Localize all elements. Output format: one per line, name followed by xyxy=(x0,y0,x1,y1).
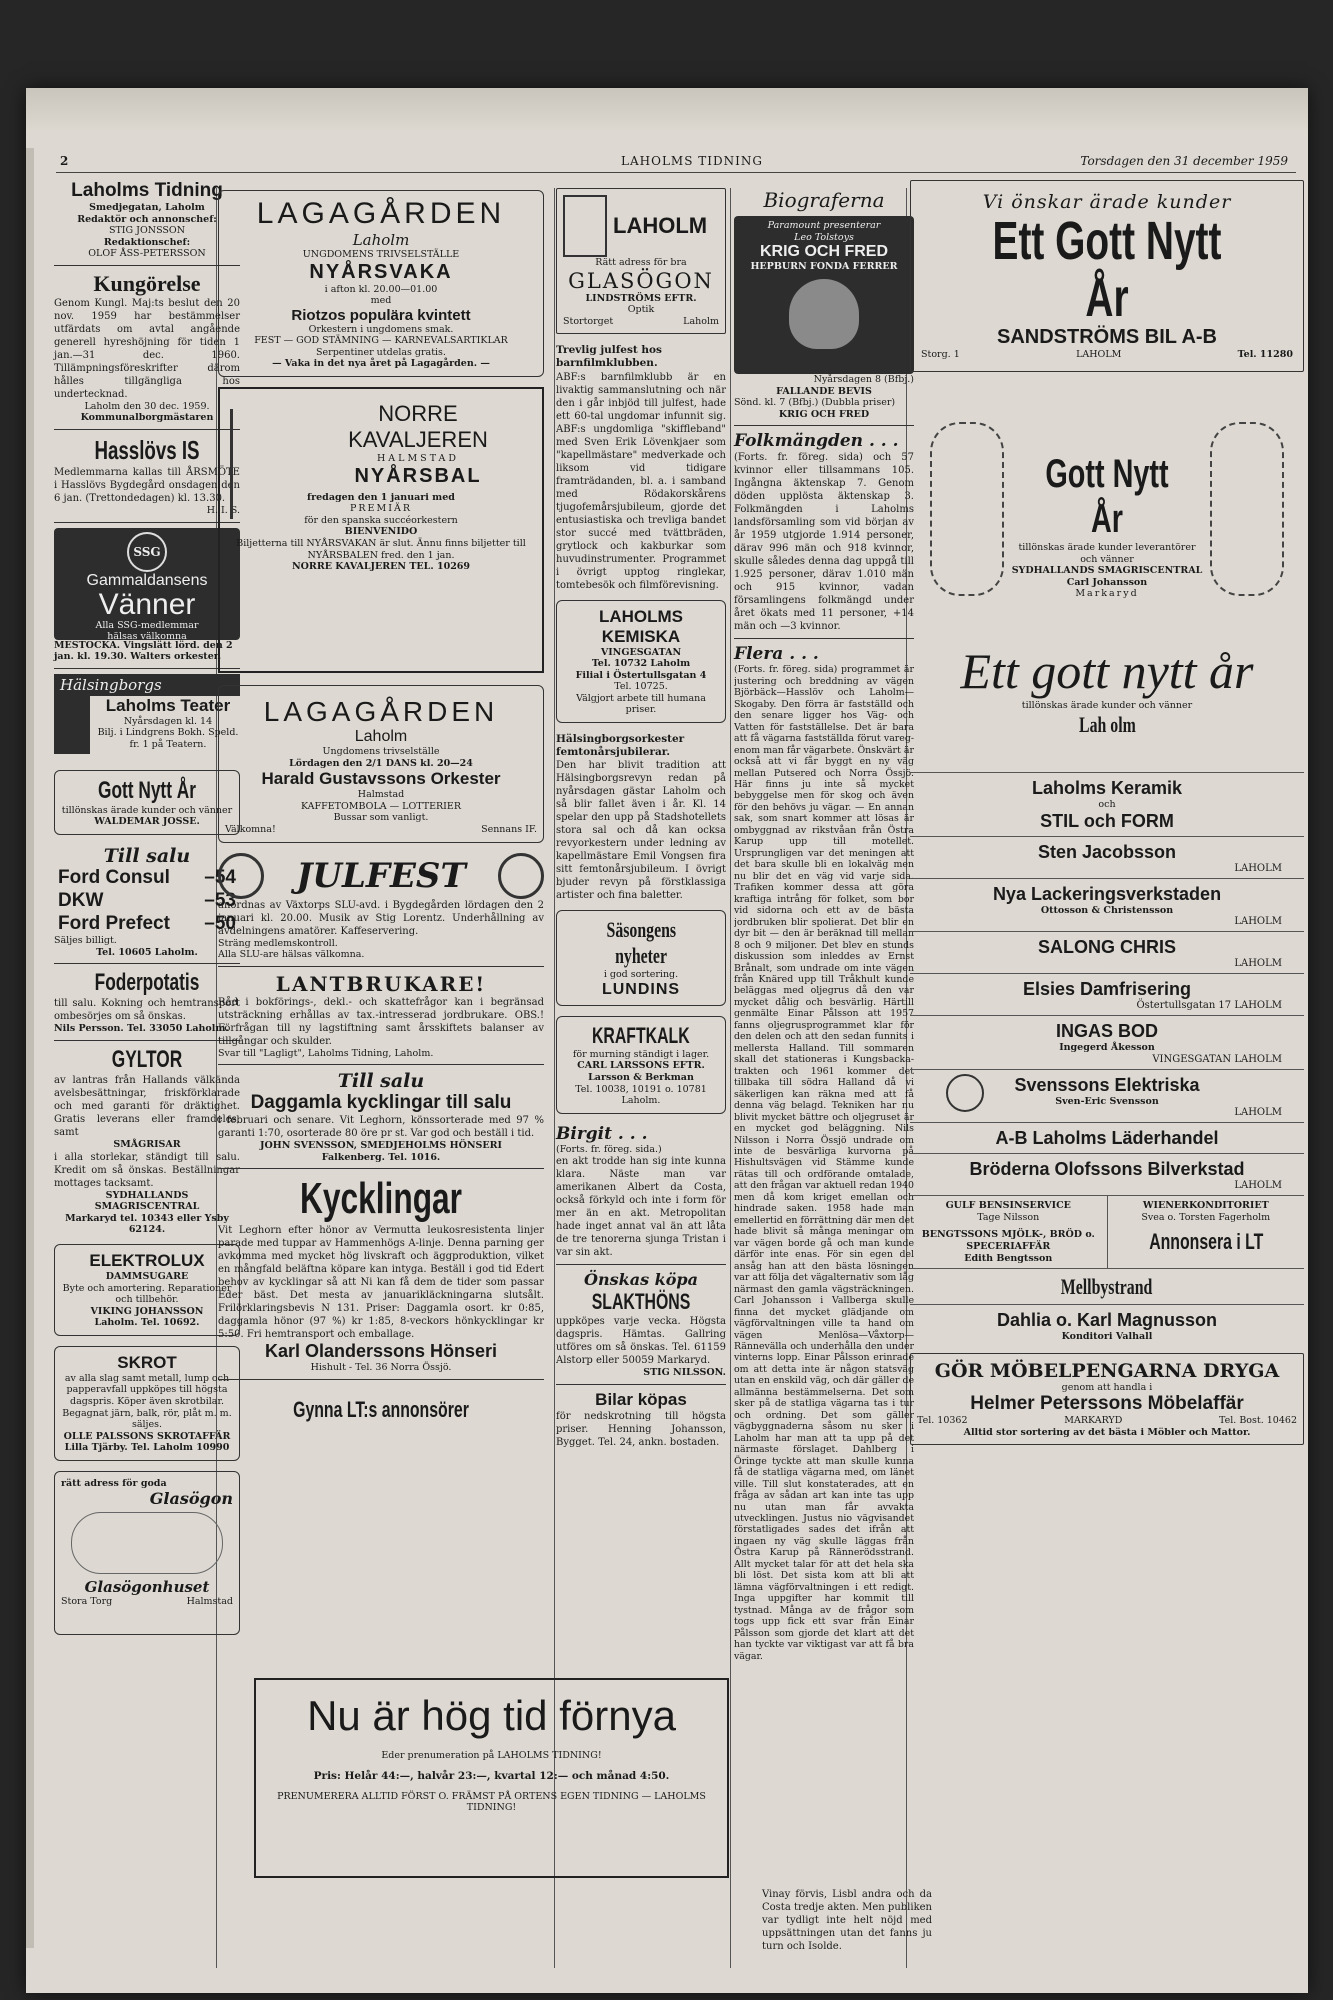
firm-sub: Sven-Eric Svensson xyxy=(1055,1095,1159,1107)
teater-ad xyxy=(54,674,240,770)
lagagarden2-extras: KAFFETOMBOLA — LOTTERIER xyxy=(300,800,462,812)
slakthons-pre: Önskas köpa xyxy=(584,1270,698,1290)
foder-title: Foderpotatis xyxy=(94,969,200,997)
josse-title: Gott Nytt År xyxy=(98,776,196,804)
norre-text: för den spanska succéorkestern xyxy=(304,514,458,526)
firm-sub: Ingegerd Åkesson xyxy=(1059,1042,1155,1054)
cavalier-icon xyxy=(230,409,293,519)
kungorelse-notice xyxy=(54,271,240,424)
foder-sign: Nils Persson. Tel. 33050 Laholm. xyxy=(54,1023,229,1035)
josse-text: tillönskas ärade kunder och vänner xyxy=(61,804,233,816)
ett-gott-text: tillönskas ärade kunder och vänner xyxy=(1021,699,1193,711)
car-row xyxy=(54,890,240,913)
jester-icon xyxy=(54,696,90,754)
poster-stars: HEPBURN FONDA FERRER xyxy=(750,261,898,273)
firm-name: Nya Lackeringsverkstaden xyxy=(992,883,1222,904)
firm-location: Östertullsgatan 17 LAHOLM xyxy=(1136,1000,1282,1012)
firm-listing xyxy=(910,1304,1304,1347)
biograferna-ad xyxy=(734,188,914,420)
lagagarden-dans-ad xyxy=(218,685,544,842)
ett-gott-title: Ett gott nytt år xyxy=(960,642,1254,699)
firm-location: LAHOLM xyxy=(1234,916,1282,928)
kemiska-street: VINGESGATAN xyxy=(600,646,682,658)
actress-portrait-icon xyxy=(789,279,859,349)
ssg-note2: hälsas välkomna xyxy=(107,631,187,643)
till-salu2-title: Till salu xyxy=(337,1070,425,1093)
skrot-title: SKROT xyxy=(117,1352,177,1372)
sandstroms-ad xyxy=(910,180,1304,372)
column-2 xyxy=(218,190,544,1435)
kraftkalk-company: CARL LARSSONS EFTR. xyxy=(577,1060,705,1072)
notice-date: Laholm den 30 dec. 1959. xyxy=(84,400,210,412)
skrot-phone: Lilla Tjärby. Tel. Laholm 10990 xyxy=(64,1442,230,1454)
kycklingar-salu-ad xyxy=(218,1070,544,1163)
masthead xyxy=(54,180,240,260)
lagagarden2-band: Harald Gustavssons Orkester xyxy=(261,769,501,789)
slakthons-text: uppköpes varje vecka. Högsta dagspris. Hämtas. Gallring utföres om så önskas. Tel. 61159 Alstorp eller 50059 Markaryd. xyxy=(556,1316,726,1367)
kycklingar-ad xyxy=(218,1174,544,1374)
kemiska-ad xyxy=(556,600,726,723)
dahlia-sub: Konditori Valhall xyxy=(1061,1331,1153,1343)
sandstroms-city: LAHOLM xyxy=(1076,349,1122,361)
bio-title: Biograferna xyxy=(763,188,885,212)
abf-article xyxy=(556,344,726,591)
foderpotatis-ad xyxy=(54,969,240,1035)
teater-info: Bilj. i Lindgrens Bokh. Speld. fr. 1 på Teatern. xyxy=(97,727,239,750)
birgit-text: en akt trodde han sig inte kunna klara. Näste man var amerikanen Albert da Costa, också förkyld och inte i form för mer än en akt. Metropolitan hade inget annat val än att låta de tre tenorerna sjunga Tristan i var sin akt. xyxy=(556,1156,726,1259)
hasslovs-sign: H. I. S. xyxy=(206,505,240,517)
mobel-right: Tel. Bost. 10462 xyxy=(1219,1415,1297,1427)
glasogon-ad xyxy=(54,1471,240,1635)
julfest-text: anordnas av Växtorps SLU-avd. i Bygdegården lördagen den 2 januari kl. 20.00. Musik av Stig Lorentz. Underhållning av avdelningens amatörer. Kaffeservering. xyxy=(218,899,544,937)
kraftkalk-text: för murning ständigt i lager. xyxy=(572,1048,710,1060)
car-name: Ford Prefect xyxy=(58,912,170,934)
paper-name: LAHOLMS TIDNING xyxy=(621,154,763,168)
kemiska-title2: KEMISKA xyxy=(601,626,681,646)
smagrisar-title: SMÅGRISAR xyxy=(113,1139,181,1151)
elektrolux-title: ELEKTROLUX xyxy=(89,1250,205,1270)
norre-date: fredagen den 1 januari med xyxy=(307,491,455,503)
julfest-welcome: Alla SLU-are hälsas välkomna. xyxy=(218,949,365,961)
bio-sun: Sönd. kl. 7 (Bfbj.) (Dubbla priser) xyxy=(734,397,896,409)
optik-street: Stortorget xyxy=(563,315,614,327)
gott2-text: tillönskas ärade kunder leverantörer och vänner xyxy=(1018,541,1196,565)
lagagarden2-sub: Ungdomens trivselställe xyxy=(322,746,440,758)
firm-name: INGAS BOD xyxy=(1055,1021,1158,1042)
ssg-name2: Vänner xyxy=(98,587,196,621)
car-row xyxy=(54,913,240,936)
kraftkalk-tel: Tel. 10038, 10191 o. 10781 Laholm. xyxy=(575,1083,707,1107)
mobelaffar-ad xyxy=(910,1353,1304,1446)
lantbrukare-text: Råd i bokförings-, dekl.- och skattefrågor kan i begränsad utsträckning erhållas av tax.-intresserad jordbrukare. OBS.! Förfrågan till ny lagstiftning samt årsskiftets balanser av tillgångar och skulder. xyxy=(218,996,544,1047)
ssg-note1: Alla SSG-medlemmar xyxy=(95,619,199,631)
flera-text: (Forts. fr. föreg. sida) programmet är justering och breddning av vägen Björbäck—Hasslöv och Laholm—Skogaby. Den förra är fastställd och den senare ligger hos Väg- och Vatten för fastställelse. Det är bara att få vägarna fastställda förut varegenom man får vägarbete. Önskvärt är också att vi får byggt en ny väg mellan Putsered och Norra Össjö. Här finns ju inte så mycket bebyggelse men för skog och även för den behövs ju vägar. — En annan sak, som snart kommer att lösas är ombyggnad av rikstvåan från Östra Karup upp till motellet. Ursprungligen var det meningen att det bara skulle bli en lokalväg men nu blir det en väg vid varje sida. Trafiken kommer dessa att göra kraftiga intrång för folket, som bor vid sidorna och ett av de bästa jordbruken blir spolierat. Det blir en dyr bit — den är beräknad till mellan 8 och 9 miljoner. Det blev en stunds diskussion som inleddes av Ernst Brånalt, som undrade om inte vägen från Knäred upp till Tråkhult kunde beläggas med oljegrus då den var mycket dålig och besvärlig. Härtill genmälte Einar Pålsson att 1957 fanns oljegrusprogrammet klar för den delen och att den sedan funnits i mellersta Halland. Till sommaren skall det stationeras i Kungsbackatrakten och 1961 kommer det tillbaka till södra Halland då vi säkerligen kan räkna med att få denna väg belagd. Tekniken har nu blivit mycket bättre och oljegruset är en mycket god beläggning. Nils Nilsson i Norra Össjö undrade om inte de besvärliga kurvorna på Hishultsvägen vid Stämme kunde rätas till och ordförande omtalade, att den frågan var aktuell redan 1940 men då kom kriget emellan och hindrade saken. 1958 hade man emellertid en förrättning där men det hade blivit så många meningar om var vägen borde gå och man kunde därför inte enas. För sin egen del ansåg han att den bästa lösningen var att följa det vägalternativ som låg närmast den gamla vägsträckningen. Carl Johansson i Vallberga skulle finna det mycket glädjande om vägförvaltningen ville ta hand om vägen Menlösa—Våxtorp—Rännevälla och underhålla den under vinterns lopp. Einar Pålsson erinrade om att detta inte är någon statsväg utan en enskild väg, och där gäller de allmänna bestämmelserna. Det som sker på de statliga vägarna tas i tur och ordning. Det som gäller vägbyggnaderna såsom nu sker i Laholm har man att ta upp på det närmaste förslaget. Dahlberg i Öringe tyckte att man skulle kunna få de statliga vägarna med, om länet ville. Till slut konstaterades, att en fråga av sådan art kan inte tas upp nu utan man får avvakta utvecklingen. Justus nio vägvisandet förstatligades sades det ifrån att ingaen ny väg skulle läggas från Östra Karup på Rännerödsstrand. Allt mycket talar för att det hela ska bli löst. Det sista kom att bli att lämna vägförvaltningen i ett redigt. Inga uppgifter har kommit till tystnad. Många av de frågor som togs upp fick ett svar från Einar Pålsson som gjorde det klart att det han tyckte var viktigast var att få bra vägar. xyxy=(734,664,914,1662)
kemiska-tel2: Tel. 10725. xyxy=(614,681,668,693)
teater-date: Nyårsdagen kl. 14 xyxy=(123,715,213,727)
lindstroms-optik-ad xyxy=(556,188,726,334)
prenumeration-ad xyxy=(254,1678,729,1878)
column-5 xyxy=(910,180,1304,1455)
page-fold xyxy=(26,88,1308,130)
lagagarden-band: Riotzos populära kvintett xyxy=(291,306,471,324)
gyltor-company: SYDHALLANDS SMAGRISCENTRAL xyxy=(94,1189,200,1213)
sandstroms-tel: Tel. 11280 xyxy=(1237,349,1293,361)
lagagarden-band-sub: Orkestern i ungdomens smak. xyxy=(308,323,454,335)
norre-tickets: Biljetterna till NYÅRSVAKAN är slut. Ännu finns biljetter till NYÅRSBALEN fred. den 1 jan. xyxy=(236,537,526,561)
folkmangden-title: Folkmängden . . . xyxy=(734,431,899,452)
hasslovs-notice xyxy=(54,435,240,517)
firm-listing xyxy=(910,772,1304,836)
lantbrukare-sign: Svar till "Lagligt", Laholms Tidning, Laholm. xyxy=(218,1047,434,1059)
till-salu-title: Till salu xyxy=(103,844,191,867)
car-year: –54 xyxy=(204,866,236,888)
kycklingar-title: Kycklingar xyxy=(300,1174,462,1224)
gyltor-ad xyxy=(54,1046,240,1236)
bilar-text: för nedskrotning till högsta priser. Henning Johansson, Bygget. Tel. 24, ankn. bostaden. xyxy=(556,1410,726,1448)
optik-sub: Optik xyxy=(627,304,655,316)
glasogon-top: rätt adress för goda xyxy=(61,1477,167,1489)
hasslovs-text: Medlemmarna kallas till ÅRSMÖTE i Hasslövs Bygdegård onsdagen den 6 jan. (Trettondedagen) kl. 13.30. xyxy=(54,467,240,505)
lagagarden2-sign: Sennans IF. xyxy=(481,823,537,835)
laholm-title: LAHOLM xyxy=(613,213,708,238)
lagagarden-slogan: — Vaka in det nya året på Lagagården. — xyxy=(272,358,490,370)
lagagarden-med: med xyxy=(370,295,392,307)
car-year: –53 xyxy=(204,889,236,911)
flera-article xyxy=(734,644,914,1692)
car-note: Säljes billigt. xyxy=(54,935,117,947)
smagrisar-text: i alla storlekar, ständigt till salu. Kredit om så önskas. Beställningar mottages tacksamt. xyxy=(54,1151,240,1189)
glasogon-city: Halmstad xyxy=(186,1596,233,1608)
mobel-sub: genom att handla i xyxy=(1061,1381,1153,1393)
lagagarden-sub: UNGDOMENS TRIVSELSTÄLLE xyxy=(302,249,460,260)
sandstroms-left: Storg. 1 xyxy=(921,349,960,361)
optik-tagline: Rätt adress för bra xyxy=(595,257,687,268)
gulf-name: Tage Nilsson xyxy=(977,1211,1040,1223)
lagagarden-time: i afton kl. 20.00—01.00 xyxy=(324,283,438,295)
car-name: Ford Consul xyxy=(58,866,170,888)
pig-illustration-icon xyxy=(930,422,1004,596)
norre-band: BIENVENIDO xyxy=(344,526,418,538)
norre-city: HALMSTAD xyxy=(377,453,459,465)
teater-title: Laholms Teater xyxy=(105,695,231,715)
page-edge xyxy=(26,148,34,1948)
norre-kavaljeren-ad xyxy=(218,387,544,673)
bio-date: Nyårsdagen 8 (Bfbj.) xyxy=(813,374,914,385)
gott2-title: Gott Nytt År xyxy=(1045,451,1169,541)
kemiska-text: Välgjort arbete till humana priser. xyxy=(576,692,706,716)
mobel-center: MARKARYD xyxy=(1064,1415,1123,1427)
issue-date: Torsdagen den 31 december 1959 xyxy=(1080,154,1288,168)
firm-listing xyxy=(910,836,1304,878)
optik-city: Laholm xyxy=(683,315,719,327)
abf-text: ABF:s barnfilmklubb är en livaktig sammanslutning och när den i går inbjöd till julfest, hade ett 60-tal ungdomar infunnit sig. ABF:s ungdomliga "skiffleband" med Sven Erik Lövenkjaer som "kapellmästare" medverkade och liksom vid tidigare framträdanden, bl. a. i samband med Rödakorskårens tjugofemårsjubileum, gjorde det entusiastiska och trevliga bandet stor succé med tvättbräden, grytlock och kakburkar som huvudinstrumenter. Programmet i övrigt upptog ringlekar, tomtebesök och filmförevisning. xyxy=(556,371,726,591)
gott2-company: SYDHALLANDS SMAGRISCENTRAL xyxy=(1011,565,1203,577)
fornya-prices: Pris: Helår 44:—, halvår 23:—, kvartal 12:— och månad 4:50. xyxy=(313,1769,670,1782)
halsingborg-article xyxy=(556,733,726,902)
firm-location: VINGESGATAN LAHOLM xyxy=(1152,1053,1282,1065)
gott2-city: Markaryd xyxy=(1075,588,1139,600)
ett-gott-nytt-ar xyxy=(910,622,1304,772)
dahlia-name: Dahlia o. Karl Magnusson xyxy=(996,1310,1218,1331)
lagagarden-city: Laholm xyxy=(352,231,410,249)
mobel-left: Tel. 10362 xyxy=(917,1415,968,1427)
gott2-name: Carl Johansson xyxy=(1066,576,1148,588)
lagagarden-serp: Serpentiner utdelas gratis. xyxy=(316,346,446,358)
firm-sub: och xyxy=(1098,798,1116,810)
elektrolux-phone: Laholm. Tel. 10692. xyxy=(94,1317,200,1329)
josse-sign: WALDEMAR JOSSE. xyxy=(94,816,200,828)
poster-line2: Leo Tolstoys xyxy=(794,231,854,243)
till-salu2-sign: JOHN SVENSSON, SMEDJEHOLMS HÖNSERI xyxy=(260,1140,502,1152)
norre-contact: NORRE KAVALJEREN TEL. 10269 xyxy=(291,561,471,573)
firm-listing xyxy=(910,973,1304,1015)
gyltor-contact: Markaryd tel. 10343 eller Ysby 62124. xyxy=(65,1212,229,1236)
lagagarden2-city: Laholm xyxy=(354,728,408,746)
notice-title: Kungörelse xyxy=(93,270,201,296)
slakthons-sign: STIG NILSSON. xyxy=(643,1367,726,1379)
film-poster xyxy=(734,216,914,374)
page-header xyxy=(56,152,1296,173)
bengtssons-name: Edith Bengtsson xyxy=(964,1252,1053,1264)
folkmangden-text: (Forts. fr. föreg. sida) och 57 kvinnor eller tillsammans 105. Ingångna äktenskap 7. Genom döden upplösta äktenskap 3. Folkmängden i Laholms landsförsamling som vid början av år 1959 utgjorde 1.914 personer, därav 996 män och 918 kvinnor, skulle således denna dag uppgå till 1.925 personer, därav 1.010 män och 915 kvinnor, vadan församlingens folkmängd under året ökats med 11 personer, +14 män och —3 kvinnor. xyxy=(734,452,914,633)
optik-brand: GLASÖGON xyxy=(568,268,714,293)
fornya-title: Nu är hög tid förnya xyxy=(307,1692,676,1739)
lundins-sub: i god sortering. xyxy=(603,969,679,981)
ssg-caption: MESTOCKA. Vingslätt lörd. den 2 jan. kl. 19.30. Walters orkester. xyxy=(54,639,233,663)
lagagarden2-date: Lördagen den 2/1 DANS kl. 20—24 xyxy=(289,757,473,769)
car-phone: Tel. 10605 Laholm. xyxy=(96,946,198,958)
annonsera-slogan: Annonsera i LT xyxy=(1148,1229,1263,1255)
firm-location: LAHOLM xyxy=(1234,1107,1282,1119)
firm-sub: Ottosson & Christensson xyxy=(1040,904,1174,916)
fornya-line1: Eder prenumeration på LAHOLMS TIDNING! xyxy=(381,1750,602,1761)
hasslovs-title: Hasslövs IS xyxy=(94,435,200,466)
newspaper-page xyxy=(26,88,1308,1993)
lundins-ad xyxy=(556,910,726,1006)
lagagarden2-title: LAGAGÅRDEN xyxy=(263,696,499,728)
masthead-address: Smedjegatan, Laholm xyxy=(89,202,205,213)
bilar-title: Bilar köpas xyxy=(595,1389,687,1409)
elektrolux-company: VIKING JOHANSSON xyxy=(90,1305,204,1317)
notice-sign: Kommunalborgmästaren xyxy=(80,412,214,424)
firm-name: SALONG CHRIS xyxy=(1037,937,1176,958)
gulf-title: GULF BENSINSERVICE xyxy=(945,1200,1071,1212)
birgit-tail: Vinay förvis, Lisbl andra och da Costa tredje akten. Men publiken var tydligt inte helt nöjd med uppsättningen utan det fanns ju turn och Isolde. xyxy=(762,1889,932,1952)
sandstroms-greeting: Vi önskar ärade kunder xyxy=(982,191,1232,213)
slakthons-ad xyxy=(556,1270,726,1379)
slakthons-title: SLAKTHÖNS xyxy=(591,1289,691,1315)
kraftkalk-sub: Larsson & Berkman xyxy=(588,1072,694,1084)
wiener-title: WIENERKONDITORIET xyxy=(1142,1200,1269,1212)
column-rule xyxy=(730,188,731,1968)
firm-name: Sten Jacobsson xyxy=(1037,841,1177,862)
kraftkalk-title: KRAFTKALK xyxy=(592,1022,690,1048)
chief-label: Redaktionschef: xyxy=(103,236,191,248)
birgit-article xyxy=(556,1124,726,1260)
till-salu-cars xyxy=(54,845,240,959)
lagagarden2-band-city: Halmstad xyxy=(357,789,405,801)
slu-emblem-icon xyxy=(218,853,264,899)
firm-name: A-B Laholms Läderhandel xyxy=(995,1128,1219,1149)
firm-name: Laholms Keramik xyxy=(1031,777,1183,798)
skrot-company: OLLE PALSSONS SKROTAFFÄR xyxy=(63,1430,231,1442)
julfest-ad xyxy=(218,853,544,961)
kycklingar-company: Karl Olanderssons Hönseri xyxy=(264,1341,498,1362)
till-salu2-text: i februari och senare. Vit Leghorn, könssorterade med 97 % garanti 1:70, osorterade 80 öre pr st. Var god och beställ i tid. xyxy=(218,1115,544,1140)
notice-text: Genom Kungl. Maj:ts beslut den 20 nov. 1959 har bestämmelser utfärdats om avtal angående generell hyreshöjning för tiden 1 jan.—31 dec. 1960. Tillämpningsföreskrifter därom hålles tillgängliga hos undertecknad. xyxy=(54,297,240,400)
firm-listing xyxy=(910,878,1304,932)
car-year: –50 xyxy=(204,912,236,934)
column-1 xyxy=(54,180,240,1645)
elektrolux-sub: DAMMSUGARE xyxy=(105,1270,189,1282)
norre-title2: KAVALJEREN xyxy=(348,427,488,453)
abf-title: Trevlig julfest hos barnfilmklubben. xyxy=(556,344,662,370)
mobel-title: GÖR MÖBELPENGARNA DRYGA xyxy=(934,1359,1280,1382)
mellbystrand-title: Mellbystrand xyxy=(1061,1274,1153,1300)
birgit-title: Birgit . . . xyxy=(556,1123,648,1144)
lagagarden-title: LAGAGÅRDEN xyxy=(256,197,506,230)
bengtssons-title: BENGTSSONS MJÖLK-, BRÖD o. SPECERIAFFÄR xyxy=(921,1229,1095,1252)
sandstroms-company: SANDSTRÖMS BIL A-B xyxy=(997,326,1217,349)
masthead-title: Laholms Tidning xyxy=(71,180,223,201)
bilar-ad xyxy=(556,1390,726,1449)
gyltor-title: GYLTOR xyxy=(111,1046,183,1074)
elektrolux-text: Byte och amortering. Reparationer och tillbehör. xyxy=(62,1282,232,1306)
glasogon-bottom: Glasögonhuset xyxy=(84,1578,210,1597)
car-row xyxy=(54,867,240,890)
lagagarden2-welcome: Välkomna! xyxy=(225,823,276,835)
lagagarden2-bus: Bussar som vanligt. xyxy=(333,812,429,824)
sandstroms-title: Ett Gott Nytt År xyxy=(992,211,1222,328)
elektrolux-ad xyxy=(54,1244,240,1336)
firm-listing xyxy=(910,1069,1304,1123)
lantbrukare-title: LANTBRUKARE! xyxy=(275,971,487,996)
halsingborg-title: Hälsingborgsorkester femtonårsjubilerar. xyxy=(556,733,685,759)
smagriscentral-greeting xyxy=(910,382,1304,622)
firm-location: LAHOLM xyxy=(1234,958,1282,970)
ssg-logo-icon: SSG xyxy=(127,532,167,572)
glasogon-brand: Glasögon xyxy=(149,1489,233,1509)
lagagarden-event: NYÅRSVAKA xyxy=(309,260,453,283)
julfest-strong: Sträng medlemskontroll. xyxy=(218,937,338,949)
teater-brand: Hälsingborgs xyxy=(54,674,240,696)
bio-film: FALLANDE BEVIS xyxy=(776,385,872,397)
kemiska-tel: Tel. 10732 Laholm xyxy=(591,658,691,670)
se-logo-icon xyxy=(946,1074,984,1112)
editor-label: Redaktör och annonschef: xyxy=(77,213,217,225)
kycklingar-text: Vit Leghorn efter hönor av Vermutta leukosresistenta linjer parade med tuppar av Hammenhögs A-linje. Denna parning ger avkomma med mycket hög livskraft och äggproduktion, vilket en mångfald beläftna köpare kan intyga. Beställ i god tid Edert behov av kycklingar så att Ni kan få dem de tider som passar Eder bäst. Det mesta av januarikläckningarna slutsålt. Frilörklaringsbevis N 131. Priser: Daggamla osort. kr 0:85, daggamla hönor (97 %) kr 1:85, 8-veckors hönkycklingar kr 5:50. Fri hemtransport och emballage. xyxy=(218,1225,544,1341)
firm-listing xyxy=(910,1015,1304,1069)
josse-greeting xyxy=(54,770,240,835)
birgit-sub: (Forts. fr. föreg. sida.) xyxy=(556,1143,662,1155)
ssg-ad xyxy=(54,528,240,643)
glasses-icon xyxy=(71,1512,223,1574)
norre-title1: NORRE xyxy=(378,401,458,427)
kemiska-title: LAHOLMS xyxy=(598,606,684,626)
poster-title: KRIG OCH FRED xyxy=(760,243,888,261)
lagagarden-extras: FEST — GOD STÄMNING — KARNEVALSARTIKLAR xyxy=(254,335,508,347)
lundins-brand: LUNDINS xyxy=(601,980,681,998)
till-salu2-place: Falkenberg. Tel. 1016. xyxy=(321,1151,441,1163)
laholm-crest-icon xyxy=(563,195,607,257)
chief-name: OLOF ÅSS-PETERSSON xyxy=(88,248,206,260)
firm-listing xyxy=(910,1268,1304,1304)
halsingborg-text: Den har blivit tradition att Hälsingborgsrevyn redan på nyårsdagen gästar Laholm och så blir fallet även i år. Kl. 14 spelar den upp på Stadshotellets stora sal och då kan ocksa revyorkestern under ledning av kapellmästare Emil Vongsen fira sitt femtonårsjubileum. I övrigt bjuder revyn på förstklassiga artister och fina baletter. xyxy=(556,760,726,902)
kemiska-filial: Filial i Östertullsgatan 4 xyxy=(575,669,707,681)
foder-text: till salu. Kokning och hemtransport ombesörjes om så önskas. xyxy=(54,998,240,1023)
flera-title: Flera . . . xyxy=(734,644,819,665)
pig-illustration-icon xyxy=(1210,422,1284,596)
firm-listing xyxy=(910,931,1304,973)
skrot-ad xyxy=(54,1346,240,1461)
firm-location: LAHOLM xyxy=(1234,1180,1282,1192)
till-salu2-headline: Daggamla kycklingar till salu xyxy=(250,1092,512,1114)
firm-name: Svenssons Elektriska xyxy=(1014,1074,1200,1095)
optik-company: LINDSTRÖMS EFTR. xyxy=(585,292,697,304)
lantbrukare-ad xyxy=(218,972,544,1060)
poster-line1: Paramount presenterar xyxy=(767,220,881,231)
norre-premiar: PREMIÄR xyxy=(350,503,412,515)
folkmangden-article xyxy=(734,431,914,633)
gynna-slogan: Gynna LT:s annonsörer xyxy=(293,1396,469,1422)
page-number: 2 xyxy=(60,154,69,168)
lundins-title1: Säsongens xyxy=(606,917,676,943)
firm-listing xyxy=(910,1153,1304,1195)
ssg-name1: Gammaldansens xyxy=(86,571,208,589)
skrot-text: av alla slag samt metall, lump och papperavfall uppköpes till högsta dagspris. Köper även skrotbilar. Begagnat järn, balk, rör, plåt m. m. säljes. xyxy=(62,1372,232,1431)
lagagarden-nyarsvaka-ad xyxy=(218,190,544,377)
lundins-title2: nyheter xyxy=(615,943,667,969)
column-3 xyxy=(556,188,726,1449)
julfest-title: JULFEST xyxy=(296,855,466,896)
editor-name: STIG JONSSON xyxy=(108,225,186,237)
car-name: DKW xyxy=(58,889,104,911)
norre-event: NYÅRSBAL xyxy=(354,464,482,487)
split-listing xyxy=(910,1195,1304,1268)
glasogon-street: Stora Torg xyxy=(61,1596,113,1608)
firm-name: Bröderna Olofssons Bilverkstad xyxy=(969,1159,1245,1180)
bio-film2: KRIG OCH FRED xyxy=(778,408,870,420)
slu-emblem-icon xyxy=(498,853,544,899)
wiener-name: Svea o. Torsten Fagerholm xyxy=(1141,1211,1271,1223)
column-4 xyxy=(734,188,914,1692)
gyltor-text: av lantras från Hallands välkända avelsbesättningar, friskförklarade och med garanti för dräktighet. Gratis leverans eller framdeles, samt xyxy=(54,1075,240,1139)
kycklingar-address: Hishult - Tel. 36 Norra Össjö. xyxy=(310,1362,452,1374)
firm-listing xyxy=(910,1122,1304,1153)
mobel-company: Helmer Peterssons Möbelaffär xyxy=(970,1393,1244,1415)
kraftkalk-ad xyxy=(556,1016,726,1114)
fornya-line3: PRENUMERERA ALLTID FÖRST O. FRÄMST PÅ ORTENS EGEN TIDNING — LAHOLMS TIDNING! xyxy=(277,1790,706,1814)
ett-gott-city: Lah olm xyxy=(1078,711,1136,737)
firm-name2: STIL och FORM xyxy=(1040,810,1174,831)
mobel-bottom: Alltid stor sortering av det bästa i Möbler och Mattor. xyxy=(963,1426,1251,1438)
firm-name: Elsies Damfrisering xyxy=(1022,979,1192,1000)
firm-location: LAHOLM xyxy=(1234,862,1282,874)
